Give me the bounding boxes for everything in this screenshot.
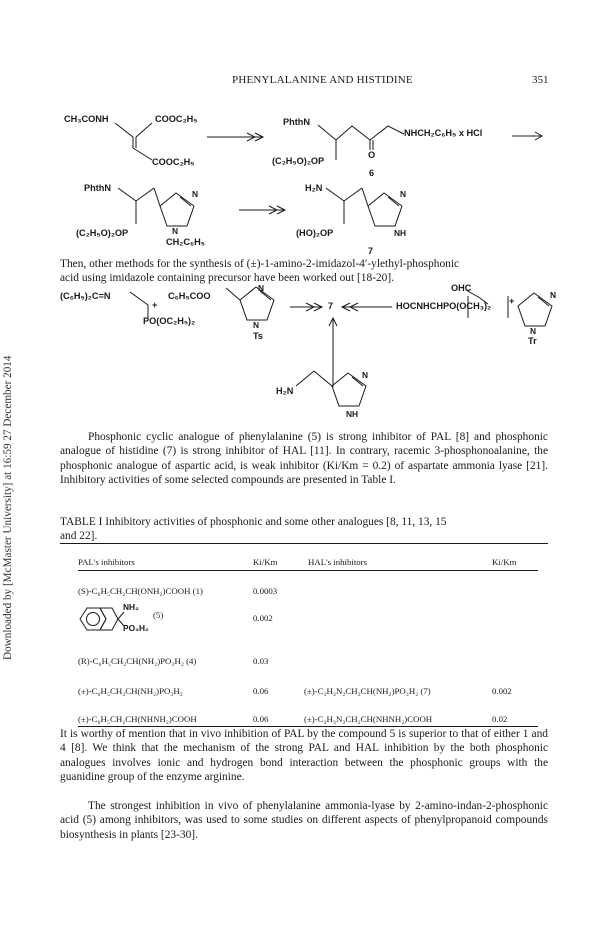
table-row-3-pal: (R)-C₆H₅CH₂CH(NH₂)PO₃H₂ (4) [78,656,197,666]
s3-bottom-amine: H₂N [276,386,294,396]
s2-right-imidazole-ring [368,193,402,226]
paragraph-1-text: Phosphonic cyclic analogue of phenylalanine (5) is strong inhibitor of PAL [8] and phosphonic analogue of histidine (7) is strong inhibitor of HAL [11]. In contrary, racemic 3-phosphonoalanine, the phosphonic analogue of aspartic acid, is weak inhibitor (Ki/Km = 0.2) of aspartate ammonia lyase [21]. Inhibitory activities of some selected compounds are presented in Table I. [60,431,548,486]
s3-left-imidazole-ring [240,287,274,320]
s2-left-n-bottom: N [172,226,179,236]
intro-text [60,257,548,286]
page-number: 351 [532,74,549,86]
s3-bottom-chain [296,371,332,386]
s3-left-n-top: N [258,283,265,293]
table-row-1-pal: (S)-C₆H₅CH₂CH(ONH₂)COOH (1) [78,586,203,596]
s1-product-ester: (C₂H₅O)₂OP [272,156,325,166]
arrow-4 [290,303,322,311]
s3-bottom-imidazole-ring [332,373,366,406]
reactant-double-bond [133,137,136,148]
s1-reactant-right-top: COOC₂H₅ [155,114,198,124]
s3-ohc: OHC [451,283,472,293]
table-header-rule [78,570,538,571]
arrow-5 [342,303,392,311]
s3-left-n-bottom: N [253,320,260,330]
structure-5-po3h2: PO₃H₂ [123,623,149,633]
table-top-rule [60,543,548,544]
s3-bottom-n: N [362,370,369,380]
s2-left-double [180,197,191,206]
s2-right-double [388,197,399,206]
reactant-bond-top [136,123,152,137]
s2-right-chain [326,188,362,201]
s2-right-n-top: N [400,189,407,199]
table-row-5-hal: (±)-C₃H₃N₂CH₂CH(NHNH₂)COOH [304,714,433,724]
s2-right-nh: NH [394,228,407,238]
table-caption [60,515,548,544]
s2-left-benzyl: CH₂C₆H₅ [166,237,206,247]
s3-plus-left: + [152,300,158,310]
s2-left-imidazole-ring [160,193,194,226]
compound-number-6: 6 [369,168,375,178]
s3-compound-7: 7 [328,301,334,311]
paragraph-2-text: It is worthy of mention that in vivo inhibition of PAL by the compound 5 is superior to that of either 1 and 4 [8]. We think that the mechanism of the strong PAL and HAL inhibition by the both phosphonic analogues involves ionic and hydrogen bond interaction between the phosphonic groups with the guanidine group of the enzyme arginine. [60,728,548,783]
paragraph-3-text: The strongest inhibition in vivo of phenylalanine ammonia-lyase by 2-amino-indan-2-phosphonic acid (5) among inhibitors, was used to some studies on different aspects of phenylpropanoid compounds biosynthesis in plants [23-30]. [60,800,548,841]
reactant-bond-left [115,123,133,137]
table-header-pal: PAL's inhibitors [78,557,135,567]
s3-tosyl: Ts [253,331,264,341]
table-caption-line-1: TABLE I Inhibitory activities of phosphonic and some other analogues [8, 11, 13, 15 [60,516,447,528]
s1-reactant-right-bottom: COOC₂H₅ [152,157,195,167]
compound-number-7: 7 [368,246,374,256]
s3-right-n-top: N [550,290,557,300]
table-header-pal-ki: Ki/Km [253,557,278,567]
s2-right-acid: (HO)₂OP [296,228,334,238]
s2-left-link [154,188,160,206]
intro-line-1: Then, other methods for the synthesis of (±)-1-amino-2-imidazol-4′-ylethyl-phosphonic [60,258,460,270]
product-carbonyl [370,140,373,150]
product-chain [318,125,404,140]
table-row-5-hal-k: 0.02 [492,714,508,724]
table-row-2-pal: (5) [153,610,164,620]
arrow-3 [239,206,285,214]
s3-benzoate-bond [226,288,240,300]
table-row-5-pal-k: 0.06 [253,714,269,724]
arrow-6 [329,318,337,387]
download-note: Downloaded by [McMaster University] at 16:59 27 December 2014 [2,355,14,660]
s3-imine-bond [130,292,148,305]
s3-plus-right: + [509,296,515,306]
s1-product-phth: PhthN [283,117,311,127]
table-row-2-pal-k: 0.002 [253,613,273,623]
s3-benzoate: C₆H₅COO [168,291,211,301]
reactant-bond-bottom [133,148,152,160]
table-caption-line-2: and 22]. [60,530,98,543]
table-row-4-hal: (±)-C₃H₃N₂CH₂CH(NH₂)PO₃H₂ (7) [304,686,431,696]
table-row-4-pal: (±)-C₆H₅CH₂CH(NH₂)PO₃H₂ [78,686,183,696]
s3-imine: (C₆H₅)₂C=N [60,291,111,301]
s2-right-amine: H₂N [305,183,323,193]
s2-right-link [362,188,368,206]
s3-phosphonate: PO(OC₂H₅)₂ [143,316,196,326]
s1-reactant-left: CH₃CONH [64,114,109,124]
intro-line-2: acid using imidazole containing precursor have been worked out [18-20]. [60,272,395,285]
arrow-1 [207,133,263,141]
s3-right-chain-label: HOCNHCHPO(OCH₃)₂ [396,301,492,311]
table-header-hal-ki: Ki/Km [492,557,517,567]
paragraph-3 [60,799,548,842]
s3-right-n-bottom: N [530,326,537,336]
s3-right-double [538,297,549,306]
paragraph-2 [60,727,548,784]
s2-left-phth: PhthN [84,183,112,193]
s3-right-imidazole-ring [518,293,552,326]
table-header-hal: HAL's inhibitors [308,557,368,567]
structure-5-nh2: NH₂ [123,602,139,612]
table-row-1-pal-k: 0.0003 [253,586,278,596]
s3-bottom-nh: NH [346,409,359,419]
table-row-5-pal: (±)-C₆H₅CH₂CH(NHNH₂)COOH [78,714,197,724]
paragraph-1 [60,430,548,487]
s2-left-n-top: N [192,189,199,199]
arrow-2 [512,132,542,140]
table-row-3-pal-k: 0.03 [253,656,269,666]
s3-trityl: Tr [528,336,537,346]
s1-product-amine: NHCH₂C₆H₅ x HCl [404,128,483,138]
running-title: PHENYLALANINE AND HISTIDINE [232,74,413,86]
table-row-4-pal-k: 0.06 [253,686,269,696]
s2-left-chain [118,188,154,201]
s2-left-ester: (C₂H₅O)₂OP [76,228,129,238]
s1-product-oxo: O [368,150,376,160]
table-row-4-hal-k: 0.002 [492,686,512,696]
